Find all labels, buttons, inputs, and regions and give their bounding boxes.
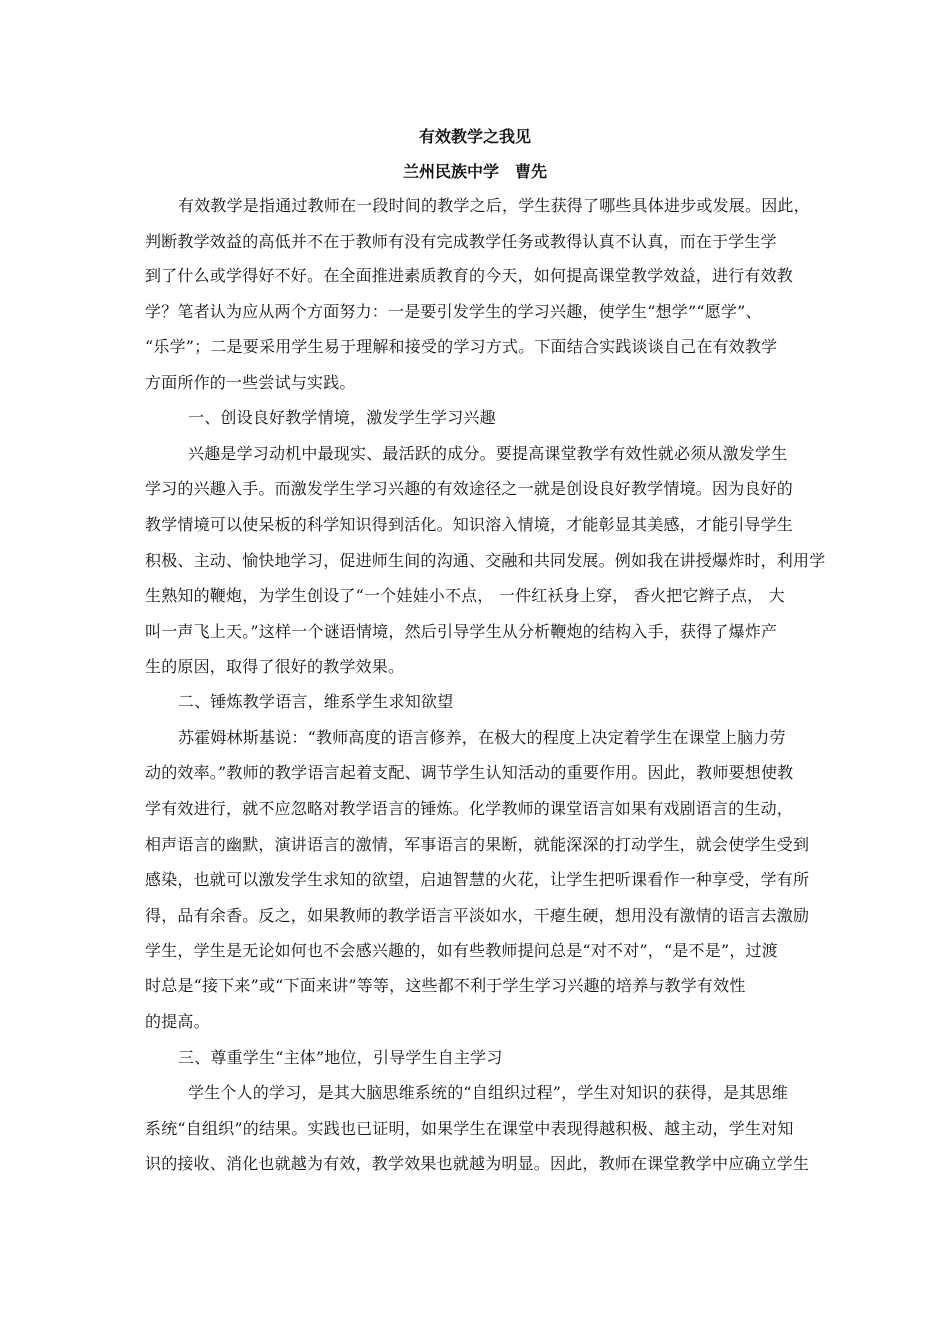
text-line: 感染，也就可以激发学生求知的欲望，启迪智慧的火花，让学生把听课看作一种享受，学有所 bbox=[145, 870, 810, 889]
text-line: 生熟知的鞭炮，为学生创设了“一个娃娃小不点， 一件红袄身上穿， 香火把它辫子点， 大 bbox=[145, 586, 785, 605]
text-line: 动的效率。”教师的教学语言起着支配、调节学生认知活动的重要作用。因此，教师要想使教 bbox=[145, 763, 794, 782]
text-line: 相声语言的幽默，演讲语言的激情，军事语言的果断，就能深深的打动学生，就会使学生受到 bbox=[145, 835, 810, 854]
text-line: “乐学”；二是要采用学生易于理解和接受的学习方式。下面结合实践谈谈自己在有效教学 bbox=[145, 337, 778, 356]
text-line: 识的接收、消化也就越为有效，教学效果也就越为明显。因此，教师在课堂教学中应确立学生 bbox=[145, 1154, 810, 1173]
text-line: 学生个人的学习，是其大脑思维系统的“自组织过程”，学生对知识的获得，是其思维 bbox=[188, 1083, 788, 1102]
text-line: 学？笔者认为应从两个方面努力：一是要引发学生的学习兴趣，使学生“想学”“愿学”、 bbox=[145, 302, 762, 321]
text-line: 生的原因，取得了很好的教学效果。 bbox=[145, 657, 405, 676]
text-line: 方面所作的一些尝试与实践。 bbox=[145, 373, 356, 392]
document-title: 有效教学之我见 bbox=[418, 127, 531, 146]
section-heading: 一、创设良好教学情境，激发学生学习兴趣 bbox=[188, 408, 496, 427]
text-line: 判断教学效益的高低并不在于教师有没有完成教学任务或教得认真不认真，而在于学生学 bbox=[145, 232, 777, 251]
text-line: 时总是“接下来”或“下面来讲”等等，这些都不利于学生学习兴趣的培养与教学有效性 bbox=[145, 976, 746, 995]
section-heading: 三、尊重学生“主体”地位，引导学生自主学习 bbox=[178, 1048, 503, 1067]
text-line: 苏霍姆林斯基说：“教师高度的语言修养，在极大的程度上决定着学生在课堂上脑力劳 bbox=[178, 728, 786, 747]
text-line: 的提高。 bbox=[145, 1012, 210, 1031]
section-heading: 二、锤炼教学语言，维系学生求知欲望 bbox=[178, 692, 454, 711]
text-line: 有效教学是指通过教师在一段时间的教学之后，学生获得了哪些具体进步或发展。因此， bbox=[178, 196, 810, 215]
document-byline: 兰州民族中学 曹先 bbox=[402, 162, 547, 181]
text-line: 学有效进行，就不应忽略对教学语言的锤炼。化学教师的课堂语言如果有戏剧语言的生动， bbox=[145, 799, 794, 818]
text-line: 学生，学生是无论如何也不会感兴趣的，如有些教师提问总是“对不对”，“是不是”，过渡 bbox=[145, 941, 778, 960]
text-line: 系统“自组织”的结果。实践也已证明，如果学生在课堂中表现得越积极、越主动，学生对知 bbox=[145, 1119, 794, 1138]
text-line: 教学情境可以使呆板的科学知识得到活化。知识溶入情境，才能彰显其美感，才能引导学生 bbox=[145, 515, 794, 534]
text-line: 得，品有余香。反之，如果教师的教学语言平淡如水，干瘪生硬，想用没有激情的语言去激励 bbox=[145, 906, 810, 925]
text-line: 到了什么或学得好不好。在全面推进素质教育的今天，如何提高课堂教学效益，进行有效教 bbox=[145, 266, 794, 285]
text-line: 积极、主动、愉快地学习，促进师生间的沟通、交融和共同发展。例如我在讲授爆炸时，利用学 bbox=[145, 551, 826, 570]
text-line: 学习的兴趣入手。而激发学生学习兴趣的有效途径之一就是创设良好教学情境。因为良好的 bbox=[145, 479, 794, 498]
text-line: 兴趣是学习动机中最现实、最活跃的成分。要提高课堂教学有效性就必须从激发学生 bbox=[188, 444, 788, 463]
text-line: 叫一声飞上天。”这样一个谜语情境，然后引导学生从分析鞭炮的结构入手，获得了爆炸产 bbox=[145, 622, 778, 641]
